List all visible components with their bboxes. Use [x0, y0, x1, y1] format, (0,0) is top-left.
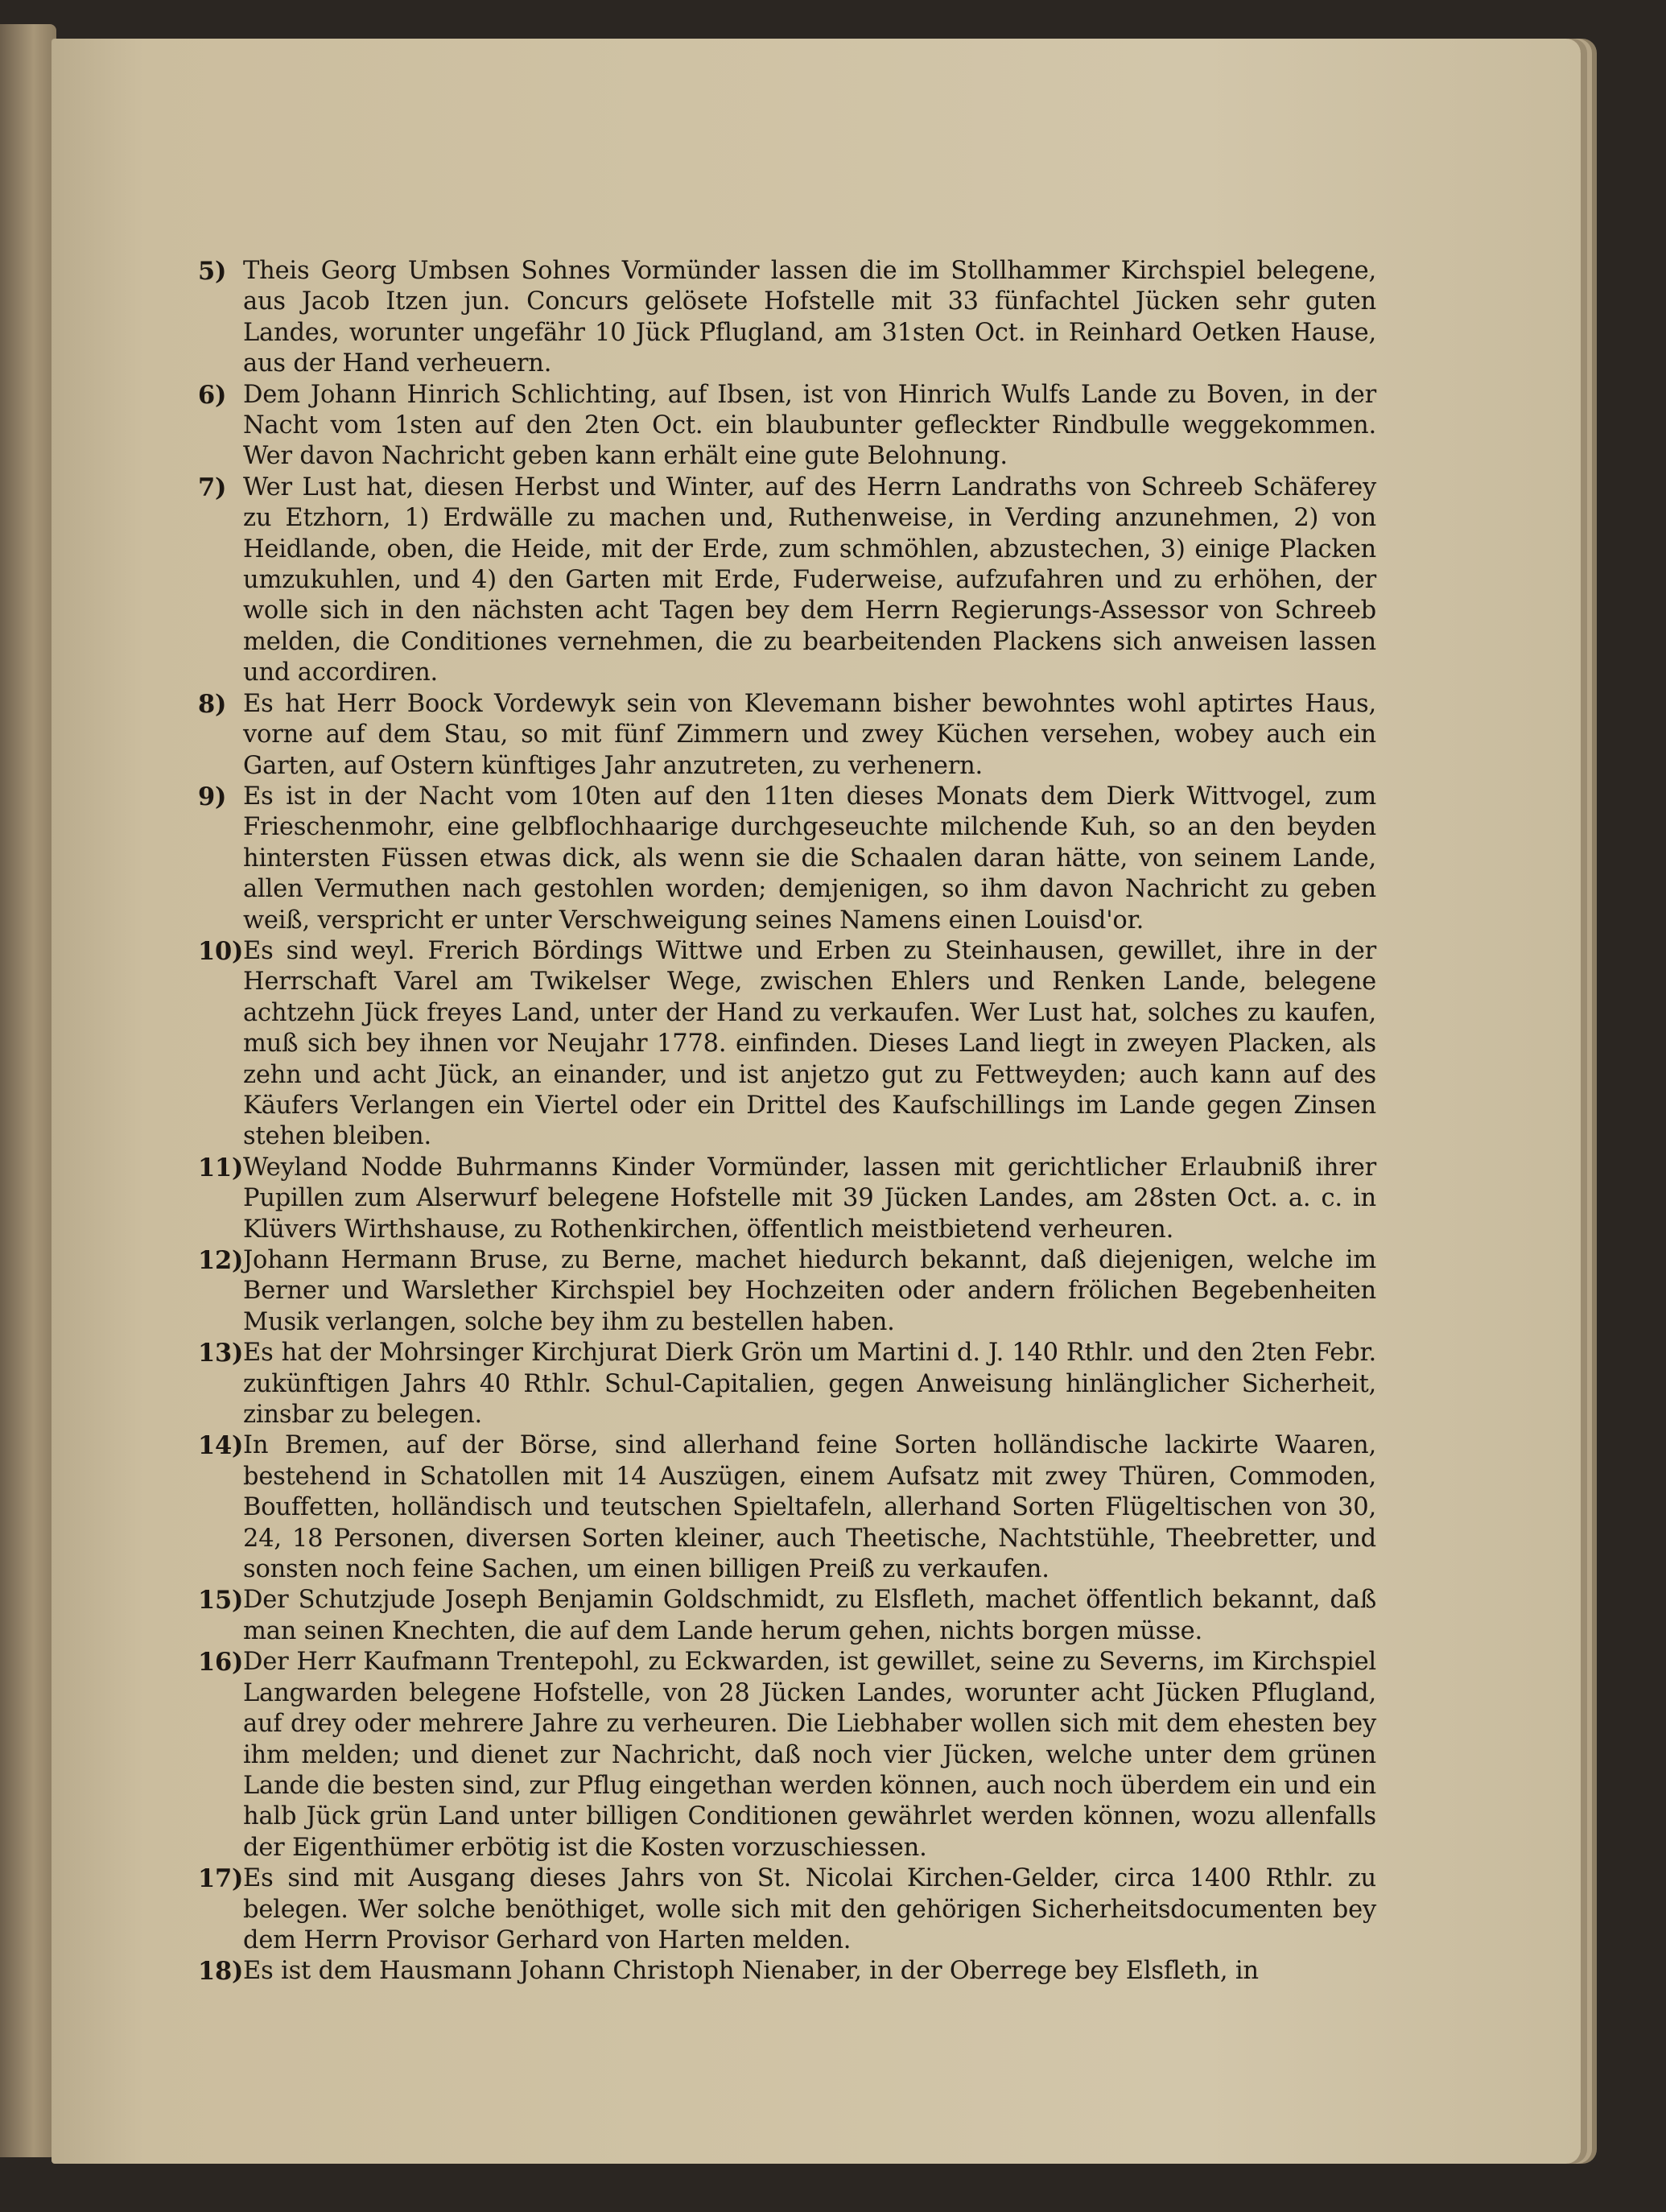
entry-number: 16): [198, 1648, 244, 1678]
entry-number: 18): [198, 1957, 244, 1987]
entry-text: Dem Johann Hinrich Schlichting, auf Ibsen, ist von Hinrich Wulfs Lande zu Boven, in der Nacht vom 1sten auf den 2ten Oct. ein blaubunter gefleckter Rindbulle weggekommen. Wer davon Nachricht geben kann erhält eine gute Belohnung.: [243, 380, 1376, 471]
entry-10: [198, 936, 1376, 1153]
entry-number: 5): [198, 257, 227, 286]
entry-11: [198, 1153, 1376, 1245]
document-page: [52, 39, 1581, 2164]
entry-number: 7): [198, 473, 227, 502]
entry-number: 12): [198, 1246, 244, 1275]
entry-text: Es sind weyl. Frerich Bördings Wittwe und Erben zu Steinhausen, gewillet, ihre in der Herrschaft Varel am Twikelser Wege, zwischen Ehlers und Renken Lande, belegene achtzehn Jück freyes Land, unter der Hand zu verkaufen. Wer Lust hat, solches zu kaufen, muß sich bey ihnen vor Neujahr 1778. einfinden. Dieses Land liegt in zweyen Placken, als zehn und acht Jück, an einander, und ist anjetzo gut zu Fettweyden; auch kann auf des Käufers Verlangen ein Viertel oder ein Drittel des Kaufschillings im Lande gegen Zinsen stehen bleiben.: [243, 936, 1376, 1151]
entry-text: Es sind mit Ausgang dieses Jahrs von St. Nicolai Kirchen-Gelder, circa 1400 Rthlr. zu belegen. Wer solche benöthiget, wolle sich mit den gehörigen Sicherheitsdocumenten bey dem Herrn Provisor Gerhard von Harten melden.: [243, 1864, 1376, 1954]
entry-7: [198, 473, 1376, 689]
entry-text: In Bremen, auf der Börse, sind allerhand feine Sorten holländische lackirte Waaren, bestehend in Schatollen mit 14 Auszügen, einem Aufsatz mit zwey Thüren, Commoden, Bouffetten, holländisch und teutschen Spieltafeln, allerhand Sorten Flügeltischen von 30, 24, 18 Personen, diversen Sorten kleiner, auch Theetische, Nachtstühle, Theebretter, und sonsten noch feine Sachen, um einen billigen Preiß zu verkaufen.: [243, 1431, 1376, 1584]
entry-text: Weyland Nodde Buhrmanns Kinder Vormünder, lassen mit gerichtlicher Erlaubniß ihrer Pupillen zum Alserwurf belegene Hofstelle mit 39 Jücken Landes, am 28sten Oct. a. c. in Klüvers Wirthshause, zu Rothenkirchen, öffentlich meistbietend verheuren.: [243, 1153, 1376, 1244]
entry-text: Johann Hermann Bruse, zu Berne, machet hiedurch bekannt, daß diejenigen, welche im Berner und Warslether Kirchspiel bey Hochzeiten oder andern frölichen Begebenheiten Musik verlangen, solche bey ihm zu bestellen haben.: [243, 1246, 1376, 1336]
entry-text: Es ist dem Hausmann Johann Christoph Nienaber, in der Oberrege bey Elsfleth, in: [243, 1957, 1259, 1986]
left-page-edge: [0, 24, 56, 2157]
entry-text: Es hat Herr Boock Vordewyk sein von Klevemann bisher bewohntes wohl aptirtes Haus, vorne auf dem Stau, so mit fünf Zimmern und zwey Küchen versehen, wobey auch ein Garten, auf Ostern künftiges Jahr anzutreten, zu verhenern.: [243, 689, 1376, 780]
entry-17: [198, 1863, 1376, 1956]
entry-text: Der Schutzjude Joseph Benjamin Goldschmidt, zu Elsfleth, machet öffentlich bekannt, daß man seinen Knechten, die auf dem Lande herum gehen, nichts borgen müsse.: [243, 1586, 1376, 1645]
entry-number: 6): [198, 380, 227, 410]
entry-number: 10): [198, 936, 244, 966]
entry-16: [198, 1647, 1376, 1863]
entry-number: 8): [198, 689, 227, 719]
entry-text: Theis Georg Umbsen Sohnes Vormünder lassen die im Stollhammer Kirchspiel belegene, aus Jacob Itzen jun. Concurs gelösete Hofstelle mit 33 fünfachtel Jücken sehr guten Landes, worunter ungefähr 10 Jück Pflugland, am 31sten Oct. in Reinhard Oetken Hause, aus der Hand verheuern.: [243, 257, 1376, 378]
entry-number: 15): [198, 1586, 244, 1616]
advertisements-column: [198, 256, 1376, 2107]
entry-text: Der Herr Kaufmann Trentepohl, zu Eckwarden, ist gewillet, seine zu Severns, im Kirchspiel Langwarden belegene Hofstelle, von 28 Jücken Landes, worunter acht Jücken Pflugland, auf drey oder mehrere Jahre zu verheuren. Die Liebhaber wollen sich mit dem ehesten bey ihm melden; und dienet zur Nachricht, daß noch vier Jücken, welche unter dem grünen Lande die besten sind, zur Pflug eingethan werden können, auch noch überdem ein und ein halb Jück grün Land unter billigen Conditionen gewährlet werden können, wozu allenfalls der Eigenthümer erbötig ist die Kosten vorzuschiessen.: [243, 1648, 1376, 1862]
entry-text: Es ist in der Nacht vom 10ten auf den 11ten dieses Monats dem Dierk Wittvogel, zum Frieschenmohr, eine gelbflochhaarige durchgeseuchte milchende Kuh, so an den beyden hintersten Füssen etwas dick, als wenn sie die Schaalen daran hätte, von seinem Lande, allen Vermuthen nach gestohlen worden; demjenigen, so ihm davon Nachricht zu geben weiß, verspricht er unter Verschweigung seines Namens einen Louisd'or.: [243, 782, 1376, 935]
entry-number: 11): [198, 1153, 244, 1182]
entry-text: Wer Lust hat, diesen Herbst und Winter, auf des Herrn Landraths von Schreeb Schäferey zu Etzhorn, 1) Erdwälle zu machen und, Ruthenweise, in Verding anzunehmen, 2) von Heidlande, oben, die Heide, mit der Erde, zum schmöhlen, abzustechen, 3) einige Placken umzukuhlen, und 4) den Garten mit Erde, Fuderweise, aufzufahren und zu erhöhen, der wolle sich in den nächsten acht Tagen bey dem Herrn Regierungs-Assessor von Schreeb melden, die Conditiones vernehmen, die zu bearbeitenden Plackens sich anweisen lassen und accordiren.: [243, 473, 1376, 687]
entry-number: 9): [198, 782, 227, 811]
entry-12: [198, 1245, 1376, 1338]
entry-13: [198, 1338, 1376, 1430]
entry-18: [198, 1956, 1376, 1987]
entry-15: [198, 1585, 1376, 1647]
entry-6: [198, 380, 1376, 473]
entry-number: 14): [198, 1431, 244, 1461]
entry-14: [198, 1430, 1376, 1585]
entry-5: [198, 256, 1376, 380]
entry-text: Es hat der Mohrsinger Kirchjurat Dierk Grön um Martini d. J. 140 Rthlr. und den 2ten Febr. zukünftigen Jahrs 40 Rthlr. Schul-Capitalien, gegen Anweisung hinlänglicher Sicherheit, zinsbar zu belegen.: [243, 1339, 1376, 1430]
entry-8: [198, 689, 1376, 782]
entry-number: 13): [198, 1339, 244, 1368]
entry-number: 17): [198, 1864, 244, 1894]
entry-9: [198, 782, 1376, 936]
